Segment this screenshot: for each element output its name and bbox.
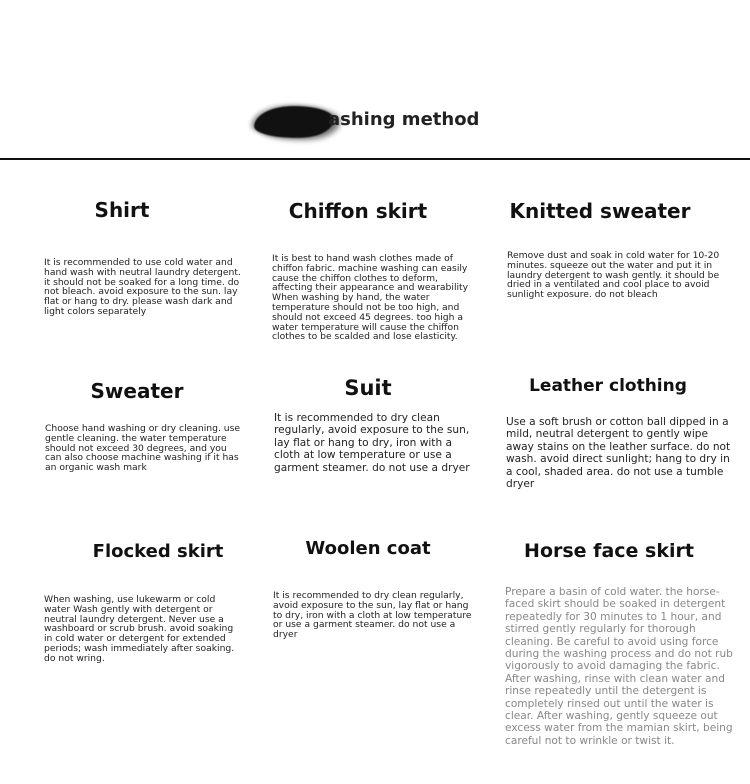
card-text: Prepare a basin of cold water. the horse-faced skirt should be soaked in detergent repeatedly for 30 minutes to 1 hour, and stirred gently regularly for thorough cleaning. Be careful to avoid using force during the washing process and do not rub vigorously to avoid damaging the fabric. After washing, rinse with clean water and rinse repeatedly until the detergent is completely rinsed out until the water is clear. After washing, gently squeeze out excess water from the mamian skirt, being careful not to wrinkle or twist it. [505, 586, 733, 747]
ink-blot [253, 105, 334, 140]
card-text: Use a soft brush or cotton ball dipped in a mild, neutral detergent to gently wipe away stains on the leather surface. do not wash. avoid direct sunlight; hang to dry in a cool, shaded area. do not use a tumble dryer [506, 416, 731, 491]
divider [0, 158, 750, 160]
card-title: Horse face skirt [524, 540, 694, 562]
card-title: Woolen coat [305, 538, 431, 559]
card-text: Remove dust and soak in cold water for 10-20 minutes. squeeze out the water and put it in laundry detergent to wash gently. it should be dried in a ventilated and cool place to avoid sunlight exposure. do not bleach [507, 250, 720, 301]
card-text: When washing, use lukewarm or cold water Wash gently with detergent or neutral laundry detergent. Never use a washboard or scrub brush. avoid soaking in cold water or detergent for extended periods; wash immediately after soaking. do not wring. [44, 594, 235, 664]
card-title: Knitted sweater [509, 199, 691, 223]
card-title: Suit [344, 376, 392, 400]
card-text: It is recommended to dry clean regularly, avoid exposure to the sun, lay flat or hang to dry, iron with a cloth at low temperature or use a garment steamer. do not use a dryer [273, 590, 472, 641]
card-title: Shirt [94, 198, 150, 222]
page-title [250, 104, 485, 140]
card-title: Sweater [90, 379, 184, 403]
card-text: Choose hand washing or dry cleaning. use gentle cleaning. the water temperature should not exceed 30 degrees, and you can also choose machine washing if it has an organic wash mark [45, 423, 241, 474]
card-text: It is best to hand wash clothes made of chiffon fabric. machine washing can easily cause the chiffon clothes to deform, affecting their appearance and wearability When washing by hand, the water temperature should not be too high, and should not exceed 45 degrees. too high a water temperature will cause the chiffon clothes to be scalded and lose elasticity. [272, 253, 469, 343]
card-title: Leather clothing [529, 376, 687, 396]
page-title-text: ashing method [328, 109, 480, 130]
card-title: Chiffon skirt [288, 199, 428, 223]
card-title: Flocked skirt [92, 541, 224, 562]
card-text: It is recommended to dry clean regularly, avoid exposure to the sun, lay flat or hang to dry, iron with a cloth at low temperature or use a garment steamer. do not use a dryer [274, 412, 470, 474]
card-text: It is recommended to use cold water and hand wash with neutral laundry detergent. it should not be soaked for a long time. do not bleach. avoid exposure to the sun. lay flat or hang to dry. please wash dark and light colors separately [44, 257, 241, 317]
